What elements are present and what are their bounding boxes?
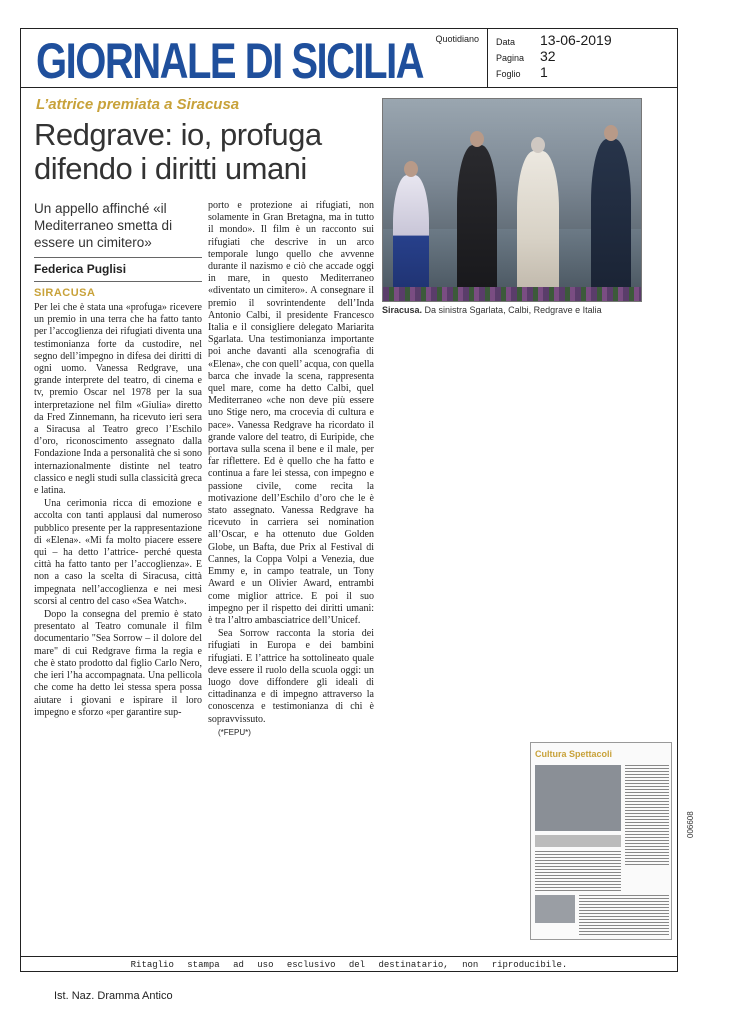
thumbnail-photo xyxy=(535,765,621,831)
photo-figure-head xyxy=(604,125,618,141)
divider xyxy=(34,281,202,282)
thumbnail-section-title: Cultura Spettacoli xyxy=(535,749,613,759)
sheet-label: Foglio xyxy=(496,69,521,79)
thumbnail-text xyxy=(579,895,669,937)
paragraph: Sea Sorrow racconta la storia dei rifugiati in Europa e dei bambini rifugiati. E l’attrice ha sottolineato quale deve essere il ruolo della scuola oggi: un luogo dove diffondere gli ideali di cittadinanza e di impegno attraverso la conoscenza e testimonianza di chi è sopravvissuto. xyxy=(208,628,374,725)
article-kicker: L’attrice premiata a Siracusa xyxy=(36,96,240,113)
article-subhead: Un appello affinché «il Mediterraneo smetta di essere un cimitero» xyxy=(34,201,173,250)
thumbnail-text xyxy=(625,765,669,865)
page-thumbnail xyxy=(530,742,672,940)
paragraph: Dopo la consegna del premio è stato presentato al Teatro comunale il film documentario "Sea Sorrow – il dolore del mare" di cui Redgrave firma la regia e che è stato prodotto dal figlio Carlo Nero, che ieri l’ha accompagnata. Una pellicola che come ha detto lei stessa spera possa aiutare i giovani e ispirare il loro impegno e sforzo «per garantire sup- xyxy=(34,609,202,718)
article-headline: Redgrave: io, profuga difendo i diritti umani xyxy=(34,117,322,186)
publication-type: Quotidiano xyxy=(435,34,479,44)
photo-figure xyxy=(457,145,497,295)
client-name: Ist. Naz. Dramma Antico xyxy=(54,990,173,1002)
thumbnail-headline xyxy=(535,835,621,847)
masthead xyxy=(20,28,678,88)
caption-lead: Siracusa. xyxy=(382,305,423,315)
sheet-value: 1 xyxy=(540,64,548,80)
article-column-1 xyxy=(34,302,202,720)
article-photo xyxy=(382,98,642,302)
article-dateline: SIRACUSA xyxy=(34,287,96,299)
photo-figure xyxy=(393,175,429,295)
paragraph: Per lei che è stata una «profuga» ricevere un premio in una terra che ha fatto tanto per l’accoglienza dei rifugiati diventa una testimonianza forte da custodire, nel segno dell’impegno in difesa dei diritti di ogni uomo. Vanessa Redgrave, una grande interprete del teatro, di cinema e tv, premio Oscar nel 1978 per la sua interpretazione nel film «Giulia» diretto da Fred Zinnemann, ha ricevuto ieri sera a Siracusa al Teatro greco l’Eschilo d’oro, riconoscimento assegnato dalla Fondazione Inda a personalità che si sono internazionalmente distinte nel teatro classico e negli studi sulla classicità greca e latina. xyxy=(34,302,202,497)
clipping-serial: 006608 xyxy=(686,811,695,838)
article-byline: Federica Puglisi xyxy=(34,262,127,276)
reproduction-notice: Ritaglio stampa ad uso esclusivo del destinatario, non riproducibile. xyxy=(20,956,678,972)
thumbnail-text xyxy=(535,851,621,891)
photo-flower-border xyxy=(383,287,642,301)
date-label: Data xyxy=(496,37,516,47)
photo-figure xyxy=(517,151,559,295)
thumbnail-photo xyxy=(535,895,575,923)
paragraph: porto e protezione ai rifugiati, non solamente in Gran Bretagna, ma in tutto il mondo». Il film è un racconto sui rifugiati che descrive in un arco temporale lungo quello che avvenne durante il nazismo e ciò che accade oggi in mare, in questo Mediterraneo «diventato un cimitero». A consegnare il premio il sovrintendente dell’Inda Antonio Calbi, il presidente Francesco Italia e il consigliere delegato Mariarita Sgarlata. Una testimonianza importante poi anche davanti alla scenografia di «Elena», che con quell’ acqua, con quella barca che invade la scena, rappresenta quel mare, come ha detto Calbi, quel Mediterraneo «che non deve più essere uno Stige nero, ma crocevia di cultura e pace». Vanessa Redgrave ha ricordato il grande valore del teatro, di Euripide, che portava sulla scena il bene e il male, per far riflettere. Ed è quello che ha fatto e continua a fare lei stessa, con impegno e passione civile, come recita la motivazione dell’Eschilo d’oro che le è stato assegnato. Vanessa Redgrave ha ricevuto in carriera sei nomination all’Oscar, e ha ottenuto due Golden Globe, un Bafta, due Prix al Festival di Cannes, la Coppa Volpi a Venezia, due Emmy e, in campo teatrale, un Tony Award e un Olivier Award, entrambi come miglior attrice. E poi il suo impegno per il rispetto dei diritti umani: è tra l’altro ambasciatrice dell’Unicef. xyxy=(208,200,374,626)
photo-caption xyxy=(382,305,662,315)
author-signoff: (*FEPU*) xyxy=(218,727,251,737)
photo-figure xyxy=(591,139,631,295)
sheet-row xyxy=(496,64,548,82)
article-column-2 xyxy=(208,200,374,740)
newspaper-logo: GIORNALE DI SICILIA xyxy=(36,34,424,89)
caption-text: Da sinistra Sgarlata, Calbi, Redgrave e Italia xyxy=(422,305,602,315)
photo-figure-head xyxy=(404,161,418,177)
photo-figure-head xyxy=(470,131,484,147)
page-value: 32 xyxy=(540,48,556,64)
divider xyxy=(34,257,202,258)
date-value: 13-06-2019 xyxy=(540,32,612,48)
paragraph: Una cerimonia ricca di emozione e accolta con tanti applausi dal numeroso pubblico presente per la rappresentazione di «Elena». «Mi fa molto piacere essere qui – ha detto l’attrice- perché questa città ha fatto tanto per l’accoglienza». E non a caso la scelta di Siracusa, città impegnata nell’accoglienza e nei mesi scorsi al centro del caso «Sea Watch». xyxy=(34,498,202,607)
page-label: Pagina xyxy=(496,53,525,63)
clipping-metadata xyxy=(488,28,678,88)
logo-box xyxy=(20,28,488,88)
photo-figure-head xyxy=(531,137,545,153)
